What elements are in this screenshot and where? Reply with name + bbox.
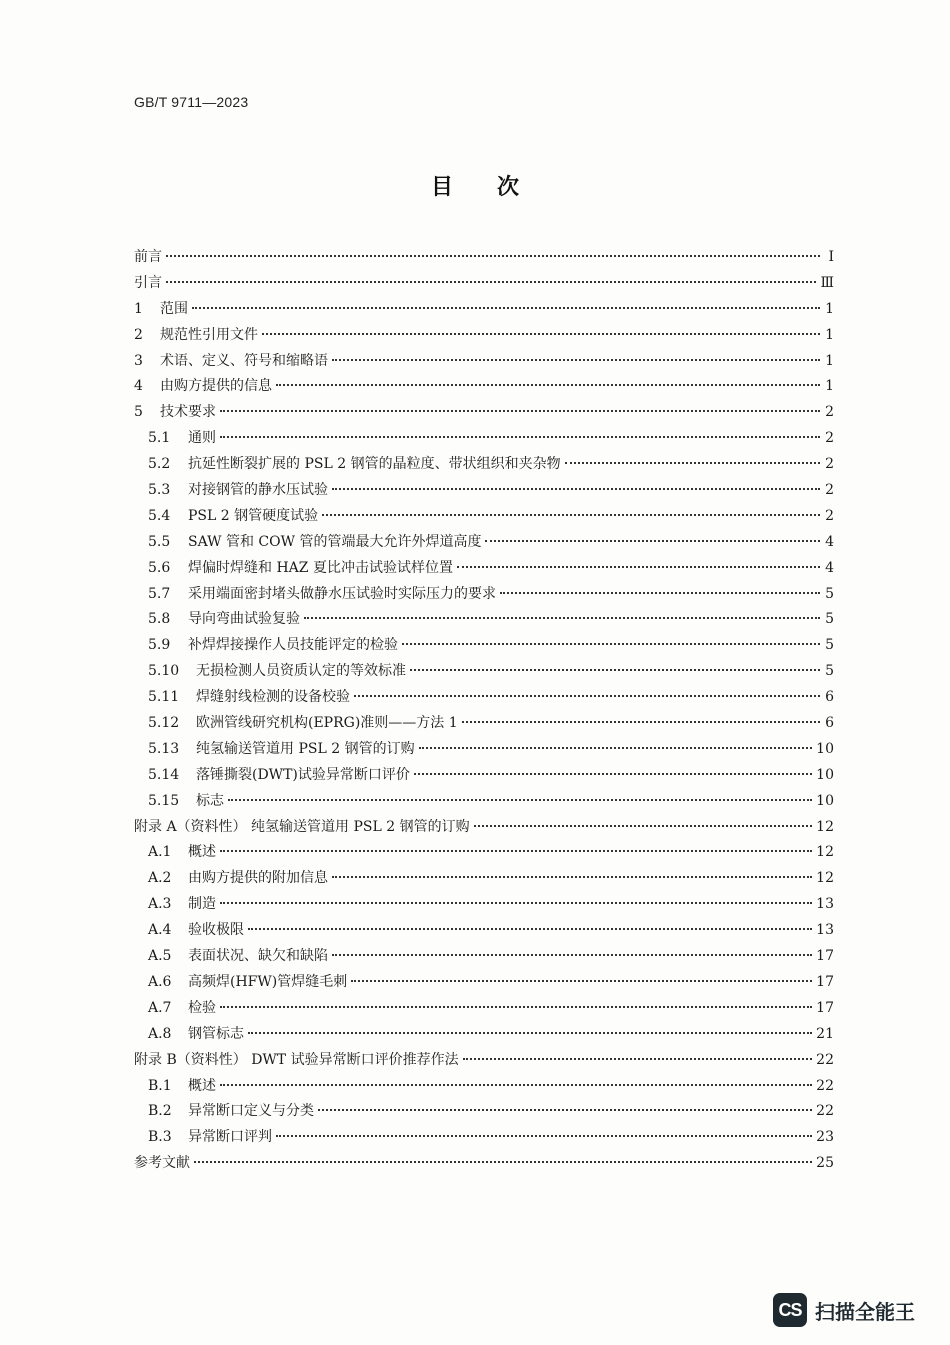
toc-entry-title: 通则 xyxy=(188,430,216,447)
page-title: 目次 xyxy=(430,174,563,200)
toc-entry-page: 10 xyxy=(816,792,834,809)
toc-entry[interactable] xyxy=(134,893,834,919)
toc-entry-page: 1 xyxy=(825,352,834,369)
toc-entry-number: 5.6 xyxy=(148,559,171,576)
toc-entry-title: 技术要求 xyxy=(160,404,216,421)
toc-dot-leader xyxy=(565,462,820,464)
toc-entry-number: 5.8 xyxy=(148,611,171,628)
toc-dot-leader xyxy=(419,747,813,749)
toc-entry-page: Ⅰ xyxy=(828,249,834,265)
toc-entry[interactable] xyxy=(134,816,834,842)
toc-entry-number: A.8 xyxy=(148,1025,172,1042)
toc-dot-leader xyxy=(351,980,812,982)
toc-entry-page: 2 xyxy=(825,456,834,473)
toc-entry-number: 5.11 xyxy=(148,689,180,706)
toc-entry-title: 术语、定义、符号和缩略语 xyxy=(160,352,328,369)
toc-entry-title: 检验 xyxy=(188,999,216,1016)
toc-dot-leader xyxy=(500,592,820,594)
toc-dot-leader xyxy=(410,669,820,671)
toc-entry[interactable] xyxy=(134,686,834,712)
toc-dot-leader xyxy=(462,721,820,723)
toc-dot-leader xyxy=(194,1161,812,1163)
toc-entry-page: 21 xyxy=(816,1025,834,1042)
toc-entry-title: 验收极限 xyxy=(188,922,244,939)
toc-entry-title: 无损检测人员资质认定的等效标准 xyxy=(196,663,406,680)
toc-entry-title: 补焊焊接操作人员技能评定的检验 xyxy=(188,637,398,654)
toc-dot-leader xyxy=(262,333,820,335)
toc-entry-title: 规范性引用文件 xyxy=(160,326,258,343)
toc-entry[interactable] xyxy=(134,298,834,324)
toc-entry[interactable] xyxy=(134,945,834,971)
toc-dot-leader xyxy=(332,359,820,361)
toc-entry-page: 17 xyxy=(816,948,834,965)
toc-entry[interactable] xyxy=(134,634,834,660)
toc-entry[interactable] xyxy=(134,790,834,816)
toc-dot-leader xyxy=(332,488,820,490)
toc-entry[interactable] xyxy=(134,505,834,531)
camscanner-logo-icon: CS xyxy=(773,1293,807,1327)
toc-entry-number: 5.14 xyxy=(148,766,180,783)
toc-entry-number: 5.5 xyxy=(148,533,171,550)
toc-entry[interactable] xyxy=(134,272,834,298)
toc-entry[interactable] xyxy=(134,1023,834,1049)
toc-dot-leader xyxy=(332,876,812,878)
toc-entry-number: A.2 xyxy=(148,870,172,887)
toc-entry-title: 导向弯曲试验复验 xyxy=(188,611,300,628)
toc-entry-number: 5.9 xyxy=(148,637,171,654)
toc-entry-page: 23 xyxy=(816,1129,834,1146)
toc-entry[interactable] xyxy=(134,246,834,272)
toc-entry-title: 由购方提供的信息 xyxy=(160,378,272,395)
toc-entry-page: Ⅲ xyxy=(820,274,834,291)
toc-entry[interactable] xyxy=(134,764,834,790)
toc-dot-leader xyxy=(220,902,812,904)
toc-entry-title: 附录 A（资料性） 纯氢输送管道用 PSL 2 钢管的订购 xyxy=(134,818,470,835)
toc-entry[interactable] xyxy=(134,427,834,453)
toc-entry[interactable] xyxy=(134,1126,834,1152)
toc-entry-page: 13 xyxy=(816,922,834,939)
toc-entry-number: 5 xyxy=(134,404,143,421)
toc-dot-leader xyxy=(304,617,820,619)
toc-entry-title: 概述 xyxy=(188,1077,216,1094)
toc-dot-leader xyxy=(166,281,816,283)
toc-entry-title: 落锤撕裂(DWT)试验异常断口评价 xyxy=(196,766,410,783)
toc-entry-page: 2 xyxy=(825,482,834,499)
toc-dot-leader xyxy=(318,1109,812,1111)
toc-entry-number: B.2 xyxy=(148,1103,172,1120)
scanner-watermark xyxy=(773,1293,915,1327)
toc-dot-leader xyxy=(276,1135,812,1137)
toc-entry-page: 17 xyxy=(816,973,834,990)
toc-entry-title: 参考文献 xyxy=(134,1155,190,1172)
toc-entry-number: 2 xyxy=(134,326,143,343)
toc-dot-leader xyxy=(220,436,820,438)
toc-entry-number: A.5 xyxy=(148,948,172,965)
toc-entry-page: 1 xyxy=(825,378,834,395)
toc-entry-page: 6 xyxy=(825,689,834,706)
toc-entry-page: 12 xyxy=(816,844,834,861)
toc-dot-leader xyxy=(220,1084,812,1086)
toc-entry-page: 25 xyxy=(816,1155,834,1172)
standard-code: GB/T 9711—2023 xyxy=(134,94,249,110)
toc-entry[interactable] xyxy=(134,608,834,634)
toc-entry[interactable] xyxy=(134,738,834,764)
toc-entry-page: 2 xyxy=(825,507,834,524)
toc-entry[interactable] xyxy=(134,660,834,686)
toc-entry[interactable] xyxy=(134,971,834,997)
toc-dot-leader xyxy=(485,540,820,542)
toc-entry-title: 抗延性断裂扩展的 PSL 2 钢管的晶粒度、带状组织和夹杂物 xyxy=(188,456,561,473)
toc-entry-title: 对接钢管的静水压试验 xyxy=(188,482,328,499)
toc-entry-number: 5.2 xyxy=(148,456,171,473)
toc-entry-page: 10 xyxy=(816,766,834,783)
toc-entry-page: 12 xyxy=(816,818,834,835)
toc-entry-number: B.1 xyxy=(148,1077,172,1094)
toc-dot-leader xyxy=(220,410,820,412)
toc-entry-number: 5.15 xyxy=(148,792,180,809)
toc-entry-number: 5.7 xyxy=(148,585,171,602)
toc-entry-page: 2 xyxy=(825,430,834,447)
toc-dot-leader xyxy=(228,799,812,801)
toc-entry-page: 22 xyxy=(816,1103,834,1120)
toc-entry-number: 5.12 xyxy=(148,715,180,732)
toc-entry-title: 钢管标志 xyxy=(188,1025,244,1042)
toc-entry[interactable] xyxy=(134,997,834,1023)
toc-entry[interactable] xyxy=(134,531,834,557)
toc-entry[interactable] xyxy=(134,583,834,609)
toc-entry-page: 10 xyxy=(816,740,834,757)
toc-entry[interactable] xyxy=(134,1152,834,1178)
toc-entry[interactable] xyxy=(134,1049,834,1075)
toc-entry-title: PSL 2 钢管硬度试验 xyxy=(188,507,319,524)
toc-entry-number: 5.1 xyxy=(148,430,171,447)
toc-entry-number: 5.10 xyxy=(148,663,180,680)
toc-entry-title: 纯氢输送管道用 PSL 2 钢管的订购 xyxy=(196,740,415,757)
toc-entry-page: 22 xyxy=(816,1077,834,1094)
toc-entry-title: 范围 xyxy=(160,300,188,317)
toc-entry[interactable] xyxy=(134,350,834,376)
table-of-contents xyxy=(134,246,834,1178)
toc-entry[interactable] xyxy=(134,867,834,893)
toc-entry-page: 5 xyxy=(825,611,834,628)
toc-entry[interactable] xyxy=(134,1075,834,1101)
toc-entry[interactable] xyxy=(134,919,834,945)
toc-entry-number: B.3 xyxy=(148,1129,172,1146)
toc-entry-number: A.4 xyxy=(148,922,172,939)
toc-entry-title: 采用端面密封堵头做静水压试验时实际压力的要求 xyxy=(188,585,496,602)
toc-entry-page: 1 xyxy=(825,300,834,317)
toc-entry[interactable] xyxy=(134,375,834,401)
toc-dot-leader xyxy=(220,850,812,852)
toc-entry-title: 前言 xyxy=(134,249,162,265)
toc-entry-number: 1 xyxy=(134,300,143,317)
toc-dot-leader xyxy=(192,307,820,309)
toc-entry-title: 表面状况、缺欠和缺陷 xyxy=(188,948,328,965)
toc-entry-page: 1 xyxy=(825,326,834,343)
toc-entry-title: 标志 xyxy=(196,792,224,809)
toc-entry-number: A.3 xyxy=(148,896,172,913)
toc-entry-number: 4 xyxy=(134,378,143,395)
toc-entry-page: 4 xyxy=(825,559,834,576)
toc-entry-number: A.1 xyxy=(148,844,172,861)
toc-entry[interactable] xyxy=(134,401,834,427)
toc-entry-title: 焊缝射线检测的设备校验 xyxy=(196,689,350,706)
toc-dot-leader xyxy=(332,954,812,956)
toc-dot-leader xyxy=(463,1058,813,1060)
toc-entry-title: 异常断口定义与分类 xyxy=(188,1103,314,1120)
toc-entry[interactable] xyxy=(134,479,834,505)
toc-entry-title: 高频焊(HFW)管焊缝毛刺 xyxy=(188,973,348,990)
toc-entry-title: 焊偏时焊缝和 HAZ 夏比冲击试验试样位置 xyxy=(188,559,453,576)
toc-dot-leader xyxy=(322,514,820,516)
toc-entry-number: A.7 xyxy=(148,999,172,1016)
toc-entry-page: 5 xyxy=(825,663,834,680)
toc-entry-title: 概述 xyxy=(188,844,216,861)
toc-dot-leader xyxy=(166,255,820,257)
toc-dot-leader xyxy=(248,1032,812,1034)
toc-dot-leader xyxy=(402,643,820,645)
toc-dot-leader xyxy=(414,773,812,775)
toc-entry-page: 2 xyxy=(825,404,834,421)
toc-entry-page: 12 xyxy=(816,870,834,887)
toc-entry[interactable] xyxy=(134,453,834,479)
toc-entry-number: 5.4 xyxy=(148,507,171,524)
toc-dot-leader xyxy=(220,1006,812,1008)
toc-entry-number: A.6 xyxy=(148,973,172,990)
toc-dot-leader xyxy=(276,384,820,386)
toc-entry-title: 欧洲管线研究机构(EPRG)准则——方法 1 xyxy=(196,715,458,732)
toc-dot-leader xyxy=(457,566,820,568)
toc-entry[interactable] xyxy=(134,841,834,867)
toc-entry-title: 由购方提供的附加信息 xyxy=(188,870,328,887)
toc-entry-title: 引言 xyxy=(134,274,162,291)
toc-entry[interactable] xyxy=(134,557,834,583)
toc-dot-leader xyxy=(248,928,812,930)
toc-entry-page: 5 xyxy=(825,637,834,654)
toc-entry-number: 3 xyxy=(134,352,143,369)
toc-entry-page: 6 xyxy=(825,715,834,732)
toc-entry-title: 制造 xyxy=(188,896,216,913)
toc-entry-page: 5 xyxy=(825,585,834,602)
scanner-app-name: 扫描全能王 xyxy=(815,1299,915,1324)
toc-entry-title: SAW 管和 COW 管的管端最大允许外焊道高度 xyxy=(188,533,482,550)
toc-dot-leader xyxy=(474,825,813,827)
toc-dot-leader xyxy=(354,695,820,697)
toc-entry-title: 异常断口评判 xyxy=(188,1129,272,1146)
toc-entry[interactable] xyxy=(134,324,834,350)
toc-entry-page: 17 xyxy=(816,999,834,1016)
toc-entry-page: 13 xyxy=(816,896,834,913)
toc-entry[interactable] xyxy=(134,712,834,738)
toc-entry-title: 附录 B（资料性） DWT 试验异常断口评价推荐作法 xyxy=(134,1051,459,1068)
toc-entry-page: 4 xyxy=(825,533,834,550)
toc-entry-page: 22 xyxy=(816,1051,834,1068)
toc-entry[interactable] xyxy=(134,1100,834,1126)
toc-entry-number: 5.13 xyxy=(148,740,180,757)
toc-entry-number: 5.3 xyxy=(148,482,171,499)
